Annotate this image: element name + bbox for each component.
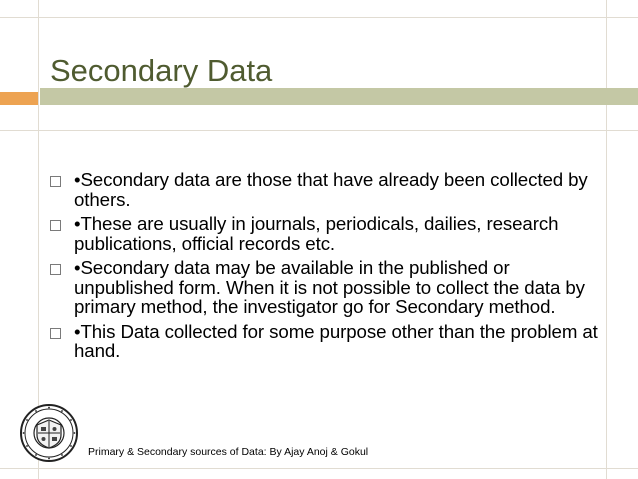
title-accent-olive bbox=[40, 88, 638, 105]
title-accent-band bbox=[0, 88, 638, 105]
bullet-item bbox=[50, 170, 610, 209]
square-bullet-icon bbox=[50, 220, 61, 231]
background-grid-line bbox=[0, 468, 638, 469]
bullet-text: •This Data collected for some purpose other than the problem at hand. bbox=[74, 320, 598, 361]
title-accent-orange bbox=[0, 92, 38, 105]
bullet-text: •Secondary data are those that have already been collected by others. bbox=[74, 169, 588, 210]
background-grid-line bbox=[0, 17, 638, 18]
bullet-list bbox=[50, 170, 610, 366]
bullet-text: •Secondary data may be available in the published or unpublished form. When it is not possible to collect the data by primary method, the investigator go for Secondary method. bbox=[74, 257, 585, 317]
square-bullet-icon bbox=[50, 264, 61, 275]
square-bullet-icon bbox=[50, 176, 61, 187]
bullet-item bbox=[50, 214, 610, 253]
bullet-text: •These are usually in journals, periodicals, dailies, research publications, official records etc. bbox=[74, 213, 559, 254]
square-bullet-icon bbox=[50, 328, 61, 339]
slide-footer: Primary & Secondary sources of Data: By Ajay Anoj & Gokul bbox=[88, 446, 369, 458]
college-seal-logo bbox=[19, 403, 79, 463]
bullet-item bbox=[50, 258, 610, 317]
background-grid-line bbox=[0, 130, 638, 131]
slide-title: Secondary Data bbox=[50, 53, 273, 88]
bullet-item bbox=[50, 322, 610, 361]
